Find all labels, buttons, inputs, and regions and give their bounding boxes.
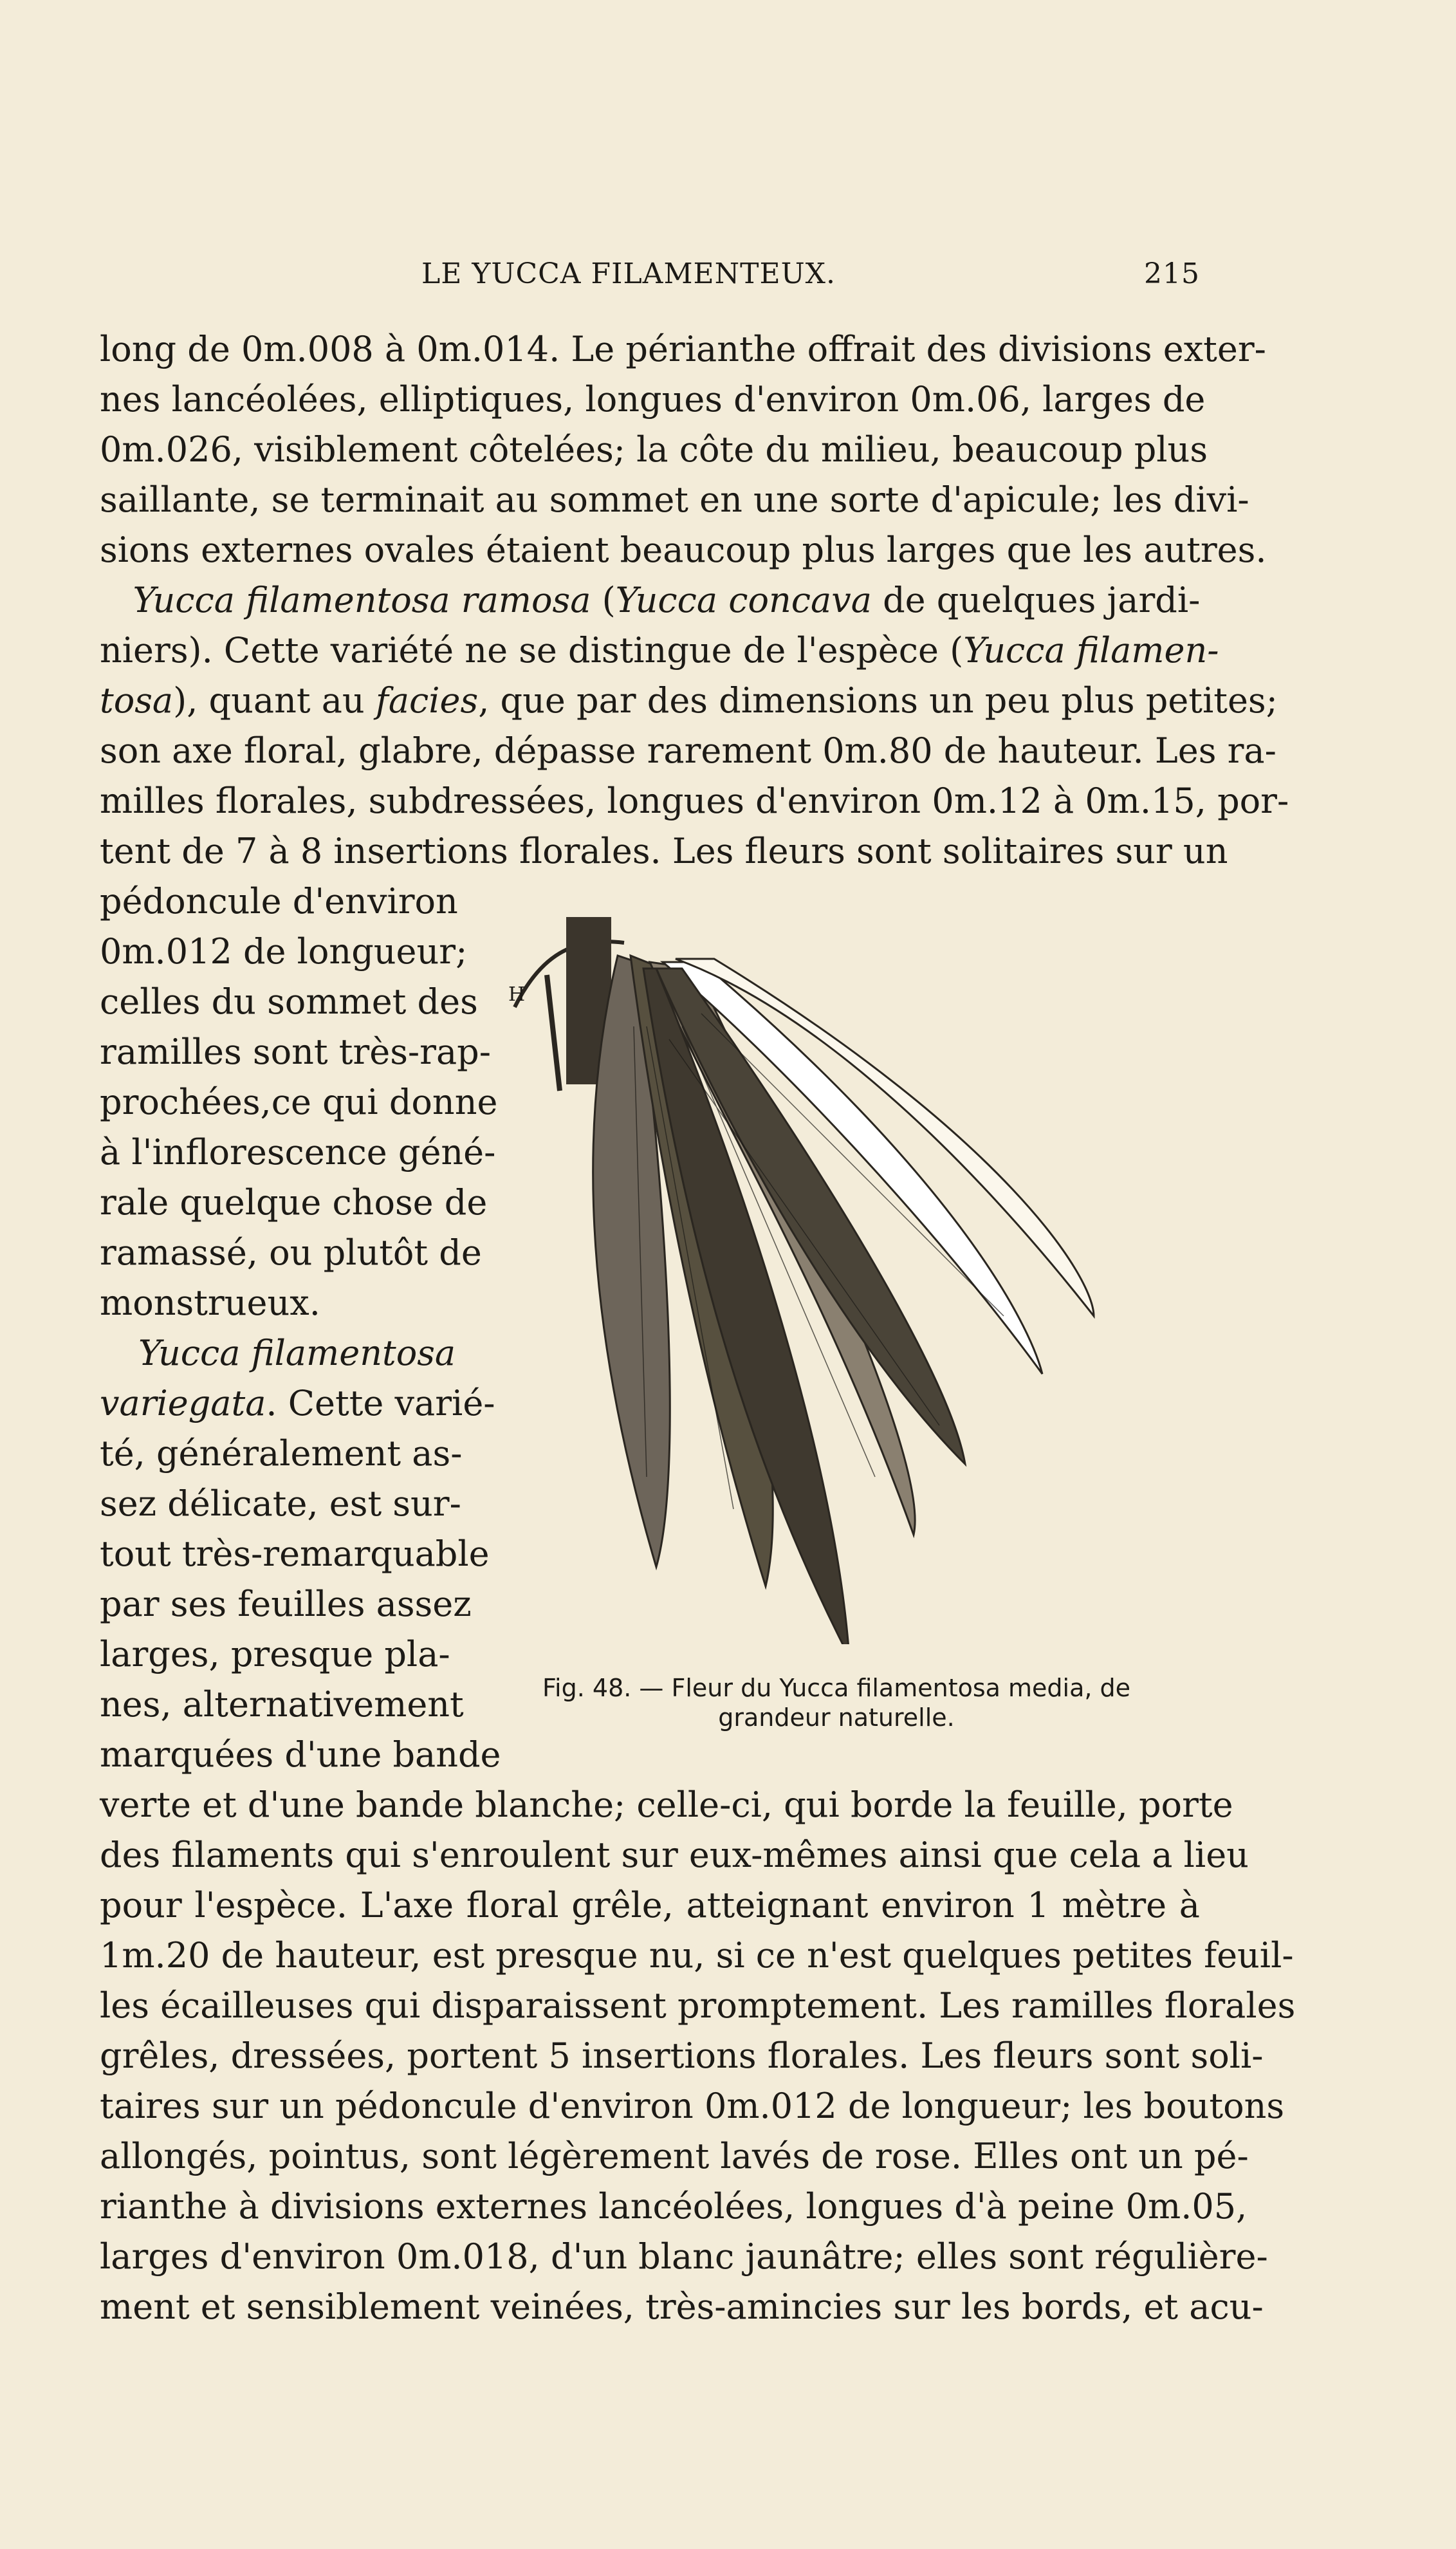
text-line: celles du sommet des: [100, 981, 478, 1022]
text-line: [100, 676, 1278, 725]
species-name: Yucca filamentosa ramosa: [133, 580, 591, 620]
text-span: ), quant au: [173, 680, 376, 721]
text-line: sez délicate, est sur-: [100, 1483, 461, 1524]
text-line: milles florales, subdressées, longues d'environ 0m.12 à 0m.15, por-: [100, 781, 1289, 821]
species-name: tosa: [100, 680, 174, 721]
text-span: niers). Cette variété ne se distingue de l'espèce (: [100, 630, 964, 671]
species-name: Yucca filamentosa: [138, 1333, 456, 1373]
text-line: grêles, dressées, portent 5 insertions florales. Les fleurs sont soli-: [100, 2035, 1264, 2076]
text-line: [100, 1379, 495, 1428]
yucca-flower-illustration: [489, 898, 1203, 1644]
text-line: nes lancéolées, elliptiques, longues d'environ 0m.06, larges de: [100, 379, 1206, 420]
flower-engraving: [489, 898, 1203, 1644]
text-line: par ses feuilles assez: [100, 1584, 472, 1624]
text-line: [100, 576, 1200, 625]
species-name: Yucca concava: [615, 580, 872, 620]
figure-label-h: H: [508, 983, 526, 1006]
term: facies: [375, 680, 479, 721]
text-line: 0m.026, visiblement côtelées; la côte du milieu, beaucoup plus: [100, 429, 1208, 470]
text-line: ramilles sont très-rap-: [100, 1032, 491, 1072]
text-line: tout très-remarquable: [100, 1534, 490, 1574]
text-line: long de 0m.008 à 0m.014. Le périanthe offrait des divisions exter-: [100, 329, 1266, 369]
caption-line: Fig. 48. — Fleur du Yucca filamentosa media, de: [542, 1674, 1131, 1702]
text-line: monstrueux.: [100, 1283, 320, 1323]
text-line: larges, presque pla-: [100, 1634, 450, 1674]
caption-line: grandeur naturelle.: [718, 1703, 955, 1732]
text-line: marquées d'une bande: [100, 1734, 501, 1775]
text-line: saillante, se terminait au sommet en une sorte d'apicule; les divi-: [100, 479, 1249, 520]
text-line: larges d'environ 0m.018, d'un blanc jaunâtre; elles sont régulière-: [100, 2236, 1268, 2277]
text-line: son axe floral, glabre, dépasse rarement 0m.80 de hauteur. Les ra-: [100, 730, 1276, 771]
text-line: allongés, pointus, sont légèrement lavés de rose. Elles ont un pé-: [100, 2136, 1249, 2176]
text-line: verte et d'une bande blanche; celle-ci, qui borde la feuille, porte: [100, 1784, 1233, 1825]
text-line: ment et sensiblement veinées, très-amincies sur les bords, et acu-: [100, 2286, 1264, 2327]
text-line: les écailleuses qui disparaissent promptement. Les ramilles florales: [100, 1985, 1296, 2026]
figure-caption: [476, 1673, 1197, 1732]
text-line: nes, alternativement: [100, 1684, 464, 1725]
text-line: rianthe à divisions externes lancéolées, longues d'à peine 0m.05,: [100, 2186, 1248, 2227]
text-line: sions externes ovales étaient beaucoup plus larges que les autres.: [100, 530, 1267, 570]
running-head: [421, 257, 1200, 302]
species-name: Yucca filamen-: [963, 630, 1219, 671]
text-line: des filaments qui s'enroulent sur eux-mêmes ainsi que cela a lieu: [100, 1835, 1249, 1875]
text-line: ramassé, ou plutôt de: [100, 1232, 482, 1273]
text-line: pour l'espèce. L'axe floral grêle, atteignant environ 1 mètre à: [100, 1885, 1200, 1925]
text-line: taires sur un pédoncule d'environ 0m.012 de longueur; les boutons: [100, 2086, 1285, 2126]
text-line: 0m.012 de longueur;: [100, 931, 468, 972]
text-line: [100, 626, 1219, 675]
species-name: variegata: [100, 1383, 266, 1423]
text-line: pédoncule d'environ: [100, 881, 458, 922]
text-line: à l'inflorescence géné-: [100, 1132, 496, 1173]
text-line: té, généralement as-: [100, 1433, 463, 1474]
text-span: de quelques jardi-: [871, 580, 1201, 620]
text-line: tent de 7 à 8 insertions florales. Les fleurs sont solitaires sur un: [100, 831, 1228, 871]
page-number: 215: [1144, 257, 1200, 290]
text-line: prochées,ce qui donne: [100, 1082, 498, 1122]
chapter-title: LE YUCCA FILAMENTEUX.: [421, 257, 836, 290]
text-span: , que par des dimensions un peu plus petites;: [478, 680, 1278, 721]
text-span: (: [591, 580, 616, 620]
text-line: [100, 1329, 456, 1378]
text-line: rale quelque chose de: [100, 1182, 488, 1223]
text-span: . Cette varié-: [266, 1383, 495, 1423]
text-line: 1m.20 de hauteur, est presque nu, si ce n'est quelques petites feuil-: [100, 1935, 1294, 1976]
